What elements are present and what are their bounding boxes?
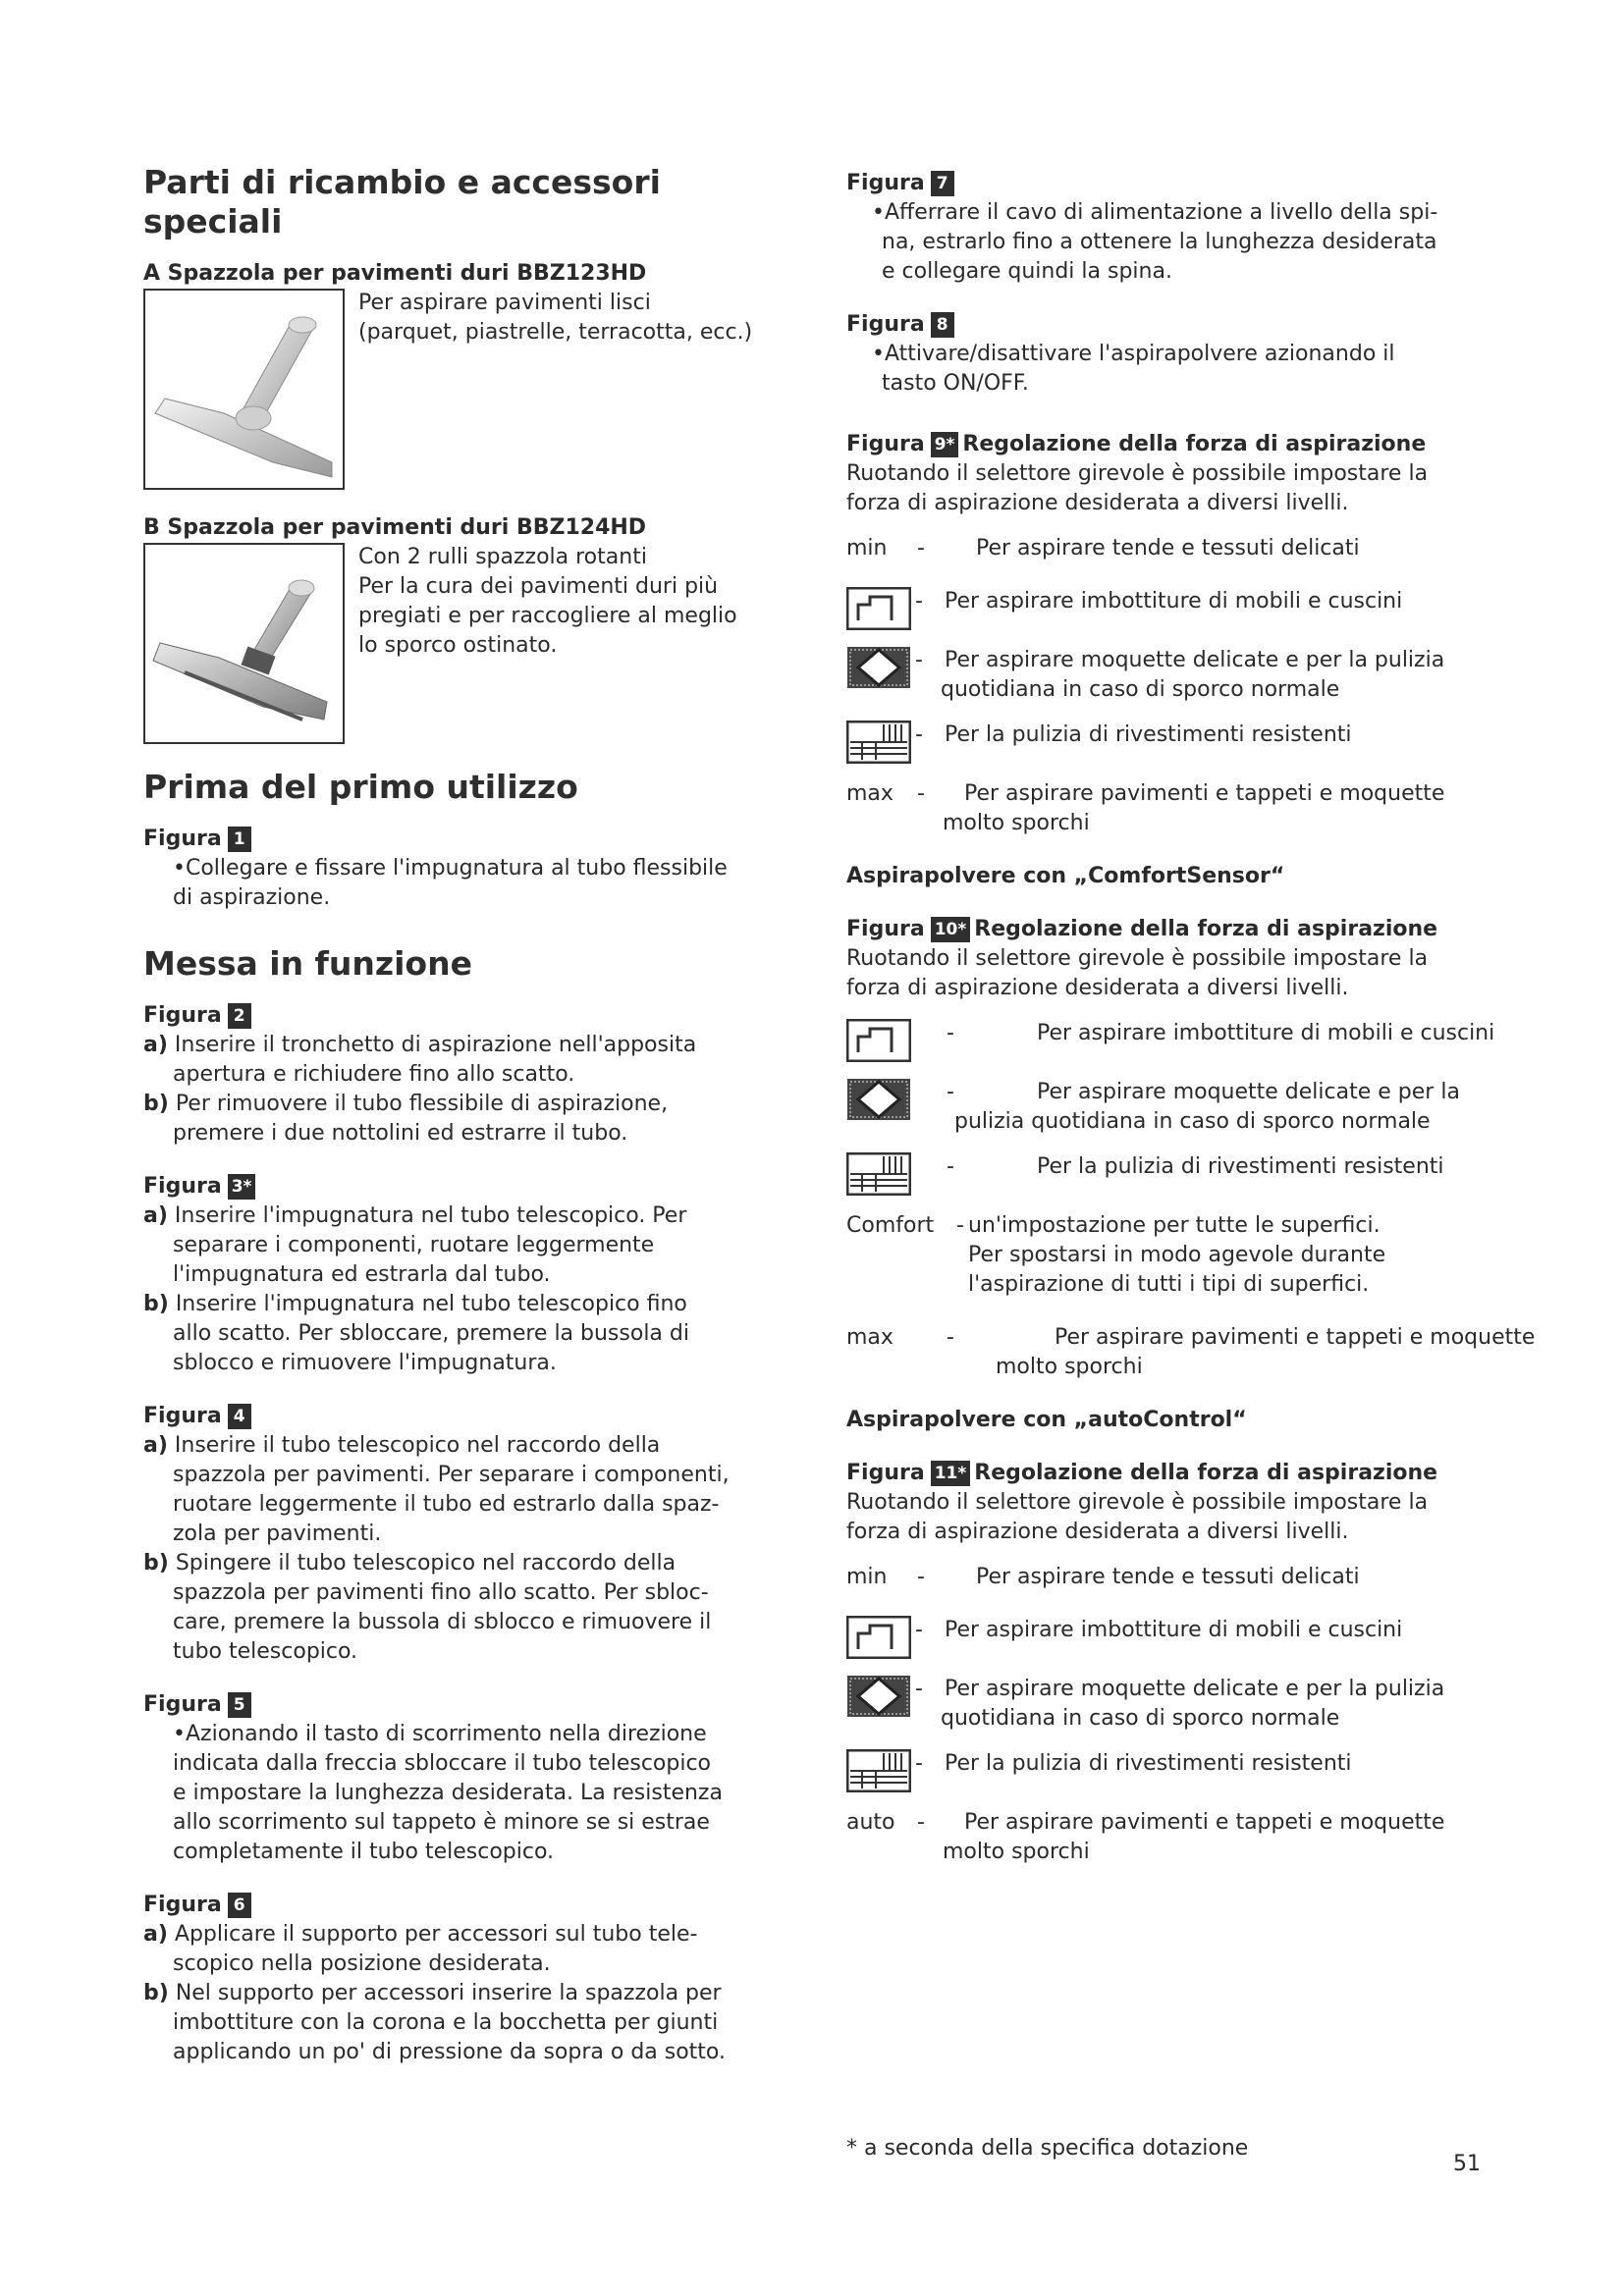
step-b-cont: premere i due nottolini ed estrarre il tubo. — [173, 1121, 628, 1146]
text-line: •Collegare e fissare l'impugnatura al tubo flessibile — [173, 856, 728, 881]
step-a-cont: separare i componenti, ruotare leggermente — [173, 1233, 655, 1257]
level-max: max - Per aspirare pavimenti e tappeti e moquette molto sporchi — [846, 1325, 1536, 1379]
intro-line: forza di aspirazione desiderata a diversi livelli. — [846, 976, 1349, 1000]
figure-word: Figura — [846, 171, 925, 195]
step-a-cont: l'impugnatura ed estrarla dal tubo. — [173, 1262, 551, 1287]
figure-4-label — [143, 1402, 772, 1431]
step-a-cont: ruotare leggermente il tubo ed estrarlo dalla spaz- — [173, 1492, 720, 1517]
figure-10-label — [846, 915, 1593, 944]
intro-line: forza di aspirazione desiderata a diversi livelli. — [846, 1520, 1349, 1544]
text-line: indicata dalla freccia sbloccare il tubo telescopico — [173, 1751, 712, 1776]
figure-word: Figura — [143, 1404, 222, 1428]
step-a-cont: scopico nella posizione desiderata. — [173, 1951, 551, 1976]
product-a-description — [358, 289, 752, 347]
figure-number-badge: 8 — [931, 312, 954, 338]
product-b-title: B Spazzola per pavimenti duri BBZ124HD — [143, 515, 647, 540]
upholstery-icon — [846, 587, 911, 630]
figure-6-label — [143, 1891, 772, 1920]
heading-spare-parts: Parti di ricambio e accessori speciali — [143, 163, 661, 240]
intro-line: Ruotando il selettore girevole è possibile impostare la — [846, 946, 1429, 971]
level-hard-surface: - Per la pulizia di rivestimenti resistenti — [846, 1152, 1593, 1196]
figure-5-text — [143, 1720, 772, 1867]
step-b-cont: tubo telescopico. — [173, 1639, 358, 1664]
step-b-cont: applicando un po' di pressione da sopra o da sotto. — [173, 2040, 726, 2064]
step-b-cont: sblocco e rimuovere l'impugnatura. — [173, 1351, 557, 1375]
figure-9-label — [846, 430, 1593, 459]
intro-line: Ruotando il selettore girevole è possibile impostare la — [846, 461, 1429, 486]
carpet-diamond-icon — [846, 1078, 911, 1121]
figure-10-title: Regolazione della forza di aspirazione — [974, 917, 1438, 941]
step-a: a) Applicare il supporto per accessori sul tubo tele- — [143, 1922, 698, 1947]
intro-line: forza di aspirazione desiderata a diversi livelli. — [846, 491, 1349, 515]
figure-2-label — [143, 1001, 772, 1031]
level-hard-surface: - Per la pulizia di rivestimenti resistenti — [846, 721, 1593, 764]
page-number: 51 — [1453, 2152, 1481, 2176]
figure-7-text — [846, 198, 1593, 287]
figure-number-badge: 7 — [931, 171, 954, 196]
auto-control-heading: Aspirapolvere con „autoControl“ — [846, 1408, 1247, 1432]
text-line: •Attivare/disattivare l'aspirapolvere azionando il — [872, 342, 1395, 366]
figure-number-badge: 6 — [228, 1893, 251, 1918]
figure-word: Figura — [846, 917, 925, 941]
hard-floor-brush-bbz123hd-image — [143, 289, 345, 490]
figure-1-label — [143, 825, 772, 854]
level-upholstery: - Per aspirare imbottiture di mobili e cuscini — [846, 587, 1593, 630]
hard-surface-icon — [846, 721, 911, 764]
left-column — [143, 163, 772, 2067]
level-carpet: - Per aspirare moquette delicate e per la pulizia quotidiana in caso di sporco normale — [846, 1078, 1593, 1137]
figure-number-badge: 4 — [228, 1404, 251, 1429]
step-b-cont: imbottiture con la corona e la bocchetta per giunti — [173, 2010, 719, 2035]
product-b — [143, 543, 772, 744]
text-line: allo scorrimento sul tappeto è minore se si estrae — [173, 1810, 710, 1835]
figure-11-title: Regolazione della forza di aspirazione — [974, 1461, 1438, 1485]
figure-number-badge: 2 — [228, 1003, 251, 1029]
level-min: min - Per aspirare tende e tessuti delicati — [846, 1565, 1360, 1589]
step-a-cont: spazzola per pavimenti. Per separare i componenti, — [173, 1463, 730, 1487]
level-comfort: Comfort - un'impostazione per tutte le superfici. Per spostarsi in modo agevole durante l'aspirazione di tutti i tipi di superfici. — [846, 1213, 1386, 1297]
figure-word: Figura — [143, 1692, 222, 1717]
figure-9-title: Regolazione della forza di aspirazione — [962, 432, 1427, 456]
heading-first-use: Prima del primo utilizzo — [143, 768, 578, 806]
figure-number-badge: 3* — [228, 1174, 256, 1200]
text-line: e impostare la lunghezza desiderata. La resistenza — [173, 1781, 723, 1805]
step-a: a) Inserire l'impugnatura nel tubo telescopico. Per — [143, 1203, 687, 1228]
product-a-line: (parquet, piastrelle, terracotta, ecc.) — [358, 320, 753, 345]
step-b: b) Inserire l'impugnatura nel tubo telescopico fino — [143, 1292, 687, 1316]
figure-word: Figura — [846, 1461, 925, 1485]
product-b-line: lo sporco ostinato. — [358, 633, 558, 658]
right-column — [846, 169, 1593, 1867]
heading-operation: Messa in funzione — [143, 944, 472, 983]
step-b: b) Per rimuovere il tubo flessibile di aspirazione, — [143, 1092, 669, 1116]
figure-7-label — [846, 169, 1593, 198]
figure-number-badge: 5 — [228, 1692, 251, 1718]
figure-number-badge: 10* — [931, 917, 971, 942]
text-line: di aspirazione. — [173, 885, 331, 910]
figure-word: Figura — [143, 1174, 222, 1199]
figure-number-badge: 1 — [228, 827, 251, 852]
text-line: tasto ON/OFF. — [882, 371, 1029, 396]
product-b-description — [358, 543, 737, 661]
figure-1-text — [143, 854, 772, 913]
step-b: b) Nel supporto per accessori inserire la spazzola per — [143, 1981, 722, 2005]
figure-8-text — [846, 340, 1593, 399]
figure-word: Figura — [846, 432, 925, 456]
text-line: •Azionando il tasto di scorrimento nella direzione — [173, 1722, 707, 1746]
level-max: max - Per aspirare pavimenti e tappeti e moquette molto sporchi — [846, 781, 1445, 835]
hard-surface-icon — [846, 1749, 911, 1792]
text-line: •Afferrare il cavo di alimentazione a livello della spi- — [872, 200, 1438, 225]
upholstery-icon — [846, 1019, 911, 1062]
figure-5-label — [143, 1690, 772, 1720]
step-b-cont: care, premere la bussola di sblocco e rimuovere il — [173, 1610, 712, 1634]
product-a-line: Per aspirare pavimenti lisci — [358, 291, 651, 315]
product-a-title: A Spazzola per pavimenti duri BBZ123HD — [143, 261, 647, 286]
text-line: na, estrarlo fino a ottenere la lunghezza desiderata — [882, 230, 1437, 254]
intro-line: Ruotando il selettore girevole è possibile impostare la — [846, 1490, 1429, 1515]
level-min: min - Per aspirare tende e tessuti delicati — [846, 536, 1360, 561]
carpet-diamond-icon — [846, 1675, 911, 1718]
level-upholstery: - Per aspirare imbottiture di mobili e cuscini — [846, 1616, 1593, 1659]
figure-3-label — [143, 1172, 772, 1201]
product-b-line: Con 2 rulli spazzola rotanti — [358, 545, 647, 569]
level-carpet: - Per aspirare moquette delicate e per la pulizia quotidiana in caso di sporco normale — [846, 1675, 1593, 1734]
step-b-cont: spazzola per pavimenti fino allo scatto. Per sbloc- — [173, 1580, 709, 1605]
hard-surface-icon — [846, 1152, 911, 1196]
figure-number-badge: 11* — [931, 1461, 971, 1486]
figure-number-badge: 9* — [931, 432, 959, 457]
level-carpet: - Per aspirare moquette delicate e per la pulizia quotidiana in caso di sporco normale — [846, 646, 1593, 705]
product-a — [143, 289, 772, 490]
footnote: * a seconda della specifica dotazione — [846, 2136, 1249, 2161]
hard-floor-brush-bbz124hd-image — [143, 543, 345, 744]
figure-11-label — [846, 1459, 1593, 1488]
step-b-cont: allo scatto. Per sbloccare, premere la bussola di — [173, 1321, 689, 1346]
level-upholstery: - Per aspirare imbottiture di mobili e cuscini — [846, 1019, 1593, 1062]
text-line: e collegare quindi la spina. — [882, 259, 1172, 284]
product-b-line: pregiati e per raccogliere al meglio — [358, 604, 737, 628]
step-a-cont: zola per pavimenti. — [173, 1522, 382, 1546]
level-auto: auto - Per aspirare pavimenti e tappeti e moquette molto sporchi — [846, 1810, 1445, 1864]
comfort-sensor-heading: Aspirapolvere con „ComfortSensor“ — [846, 864, 1285, 888]
carpet-diamond-icon — [846, 646, 911, 689]
step-a: a) Inserire il tubo telescopico nel raccordo della — [143, 1433, 661, 1458]
figure-8-label — [846, 310, 1593, 340]
level-hard-surface: - Per la pulizia di rivestimenti resistenti — [846, 1749, 1593, 1792]
text-line: completamente il tubo telescopico. — [173, 1840, 555, 1864]
product-b-line: Per la cura dei pavimenti duri più — [358, 574, 719, 599]
step-b: b) Spingere il tubo telescopico nel raccordo della — [143, 1551, 677, 1575]
step-a-cont: apertura e richiudere fino allo scatto. — [173, 1062, 575, 1087]
figure-word: Figura — [846, 312, 925, 337]
figure-word: Figura — [143, 1893, 222, 1917]
step-a: a) Inserire il tronchetto di aspirazione nell'apposita — [143, 1033, 697, 1057]
figure-word: Figura — [143, 1003, 222, 1028]
upholstery-icon — [846, 1616, 911, 1659]
figure-word: Figura — [143, 827, 222, 851]
